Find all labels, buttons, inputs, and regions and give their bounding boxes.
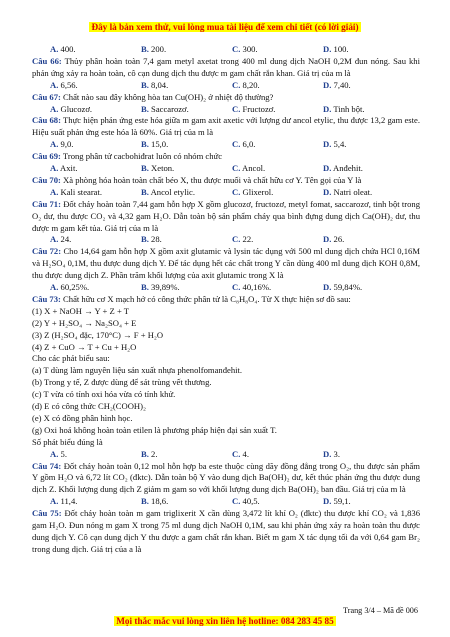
question-text: Chất nào sau đây không hòa tan Cu(OH)₂ ở nhiệt độ thường? [63, 91, 274, 102]
statement-line: Số phát biểu đúng là [32, 436, 103, 447]
question [32, 151, 420, 163]
option-b [123, 282, 214, 294]
option-letter: B. [141, 448, 149, 459]
statement-line: (b) Trong y tế, Z được dùng để sát trùng vết thương. [32, 377, 212, 388]
option-letter: C. [232, 79, 241, 90]
question-label: Câu 75: [32, 508, 62, 519]
option-c [214, 139, 305, 151]
question-text: Cho 14,64 gam hỗn hợp X gồm axit glutamic và lysin tác dụng với 500 ml dung dịch chứa HCl 0,16M và H₂SO₄ 0,1M, thu được dung dịch Y. Để tác dụng hết các chất trong Y cần dùng 400 ml dung dịch KOH 0,8M, thu được dung dịch Z. Phần trăm khối lượng của axit glutamic trong X là [32, 246, 420, 281]
option-value: 2. [151, 448, 158, 459]
option-value: Anđehit. [333, 163, 363, 173]
option-b [123, 234, 214, 246]
hotline-banner [0, 616, 450, 626]
option-c [214, 234, 305, 246]
option-b [123, 104, 214, 116]
question-label: Câu 70: [32, 174, 61, 185]
option-letter: B. [141, 496, 149, 507]
option-a [32, 80, 123, 92]
option-a [32, 234, 123, 246]
answer-options [32, 44, 420, 56]
option-d [305, 80, 396, 92]
option-d: D. 100. [323, 44, 349, 54]
statement-line: (2) Y + H₂SO₄ → Na₂SO₄ + E [32, 317, 137, 328]
answer-options [32, 282, 420, 294]
option-letter: D. [323, 186, 332, 197]
option-c [214, 449, 305, 461]
option-c [214, 104, 305, 116]
question-text: Đốt cháy hoàn toàn 7,44 gam hỗn hợp X gồm glucozơ, fructozơ, metyl fomat, saccarozơ, tinh bột trong O₂ dư, thu được CO₂ và 4,32 gam H₂O. Dẫn toàn bộ sản phẩm cháy qua bình đựng dung dịch Ca(OH)₂ dư, thu được m gam kết tủa. Giá trị của m là [32, 198, 420, 233]
option-value: 15,0. [151, 139, 169, 150]
question [32, 175, 420, 187]
statement-line: Cho các phát biểu sau: [32, 353, 110, 364]
question [32, 56, 420, 80]
question [32, 115, 420, 139]
option-value: Fructozơ. [242, 103, 276, 114]
answer-options [32, 449, 420, 461]
option-value: 3. [333, 448, 340, 459]
option-value: 8,20. [242, 79, 260, 90]
option-value: 11,4. [60, 496, 78, 507]
question-label: Câu 66: [32, 55, 62, 66]
option-b: B. 200. [141, 44, 167, 54]
option-b [123, 449, 214, 461]
option-a [32, 187, 123, 199]
option-letter: D. [323, 234, 332, 245]
option-letter: B. [141, 186, 149, 197]
statement-line: (4) Z + CuO → T + Cu + H₂O [32, 341, 137, 352]
option-letter: A. [50, 234, 59, 245]
option-a [32, 104, 123, 116]
question-label: Câu 69: [32, 151, 61, 162]
page-footer: Trang 3/4 – Mã đề 006 [343, 606, 418, 615]
option-value: Kali stearat. [60, 186, 103, 197]
option-letter: B. [141, 163, 149, 173]
option-letter: A. [50, 448, 59, 459]
option-value: Ancol etylic. [150, 186, 195, 197]
question [32, 92, 420, 104]
option-letter: D. [323, 448, 332, 459]
option-value: 6,56. [60, 79, 78, 90]
option-c: C. 300. [232, 44, 258, 54]
option-d [305, 234, 396, 246]
option-value: 24. [60, 234, 72, 245]
option-value: 5. [60, 448, 67, 459]
option-letter: D. [323, 139, 332, 150]
statement-line: (c) T vừa có tính oxi hóa vừa có tính khử. [32, 389, 176, 400]
option-d [305, 139, 396, 151]
option-value: Glixerol. [242, 186, 274, 197]
option-b [123, 163, 214, 175]
option-value: Axit. [60, 163, 78, 173]
question-label: Câu 68: [32, 115, 61, 126]
option-a: A. 400. [50, 44, 76, 54]
question-text: Đốt cháy hoàn toàn m gam triglixerit X cần dùng 3,472 lít khí O₂ (đktc) thu được khí CO₂ và 1,836 gam H₂O. Đun nóng m gam X trong 75 ml dung dịch NaOH 0,1M, sau khi phản ứng xảy ra hoàn toàn thu được dung dịch Y. Cô cạn dung dịch Y thu được a gam chất rắn khan. Biết m gam X tác dụng tối đa với 0,64 gam Br₂ trong dung dịch. Giá trị của a là [32, 508, 420, 554]
option-d [305, 282, 396, 294]
question-label: Câu 71: [32, 198, 61, 209]
question [32, 461, 420, 497]
option-b [123, 496, 214, 508]
option-value: 40,5. [242, 496, 260, 507]
option-b [123, 80, 214, 92]
answer-options [32, 234, 420, 246]
option-value: 5,4. [333, 139, 347, 150]
question-label: Câu 73: [32, 293, 61, 304]
question [32, 199, 420, 235]
option-value: 8,04. [151, 79, 169, 90]
question [32, 294, 420, 306]
option-letter: C. [232, 448, 241, 459]
option-letter: B. [141, 234, 149, 245]
question-label: Câu 72: [32, 246, 62, 257]
option-c [214, 187, 305, 199]
answer-options [32, 139, 420, 151]
statement-line: (3) Z (H₂SO₄ đặc, 170°C) → F + H₂O [32, 329, 164, 340]
option-letter: B. [141, 282, 149, 293]
option-a [32, 282, 123, 294]
question-text: Chất hữu cơ X mạch hở có công thức phân tử là C₈H₈O₄. Từ X thực hiện sơ đồ sau: [63, 293, 351, 304]
statement-line: (a) T dùng làm nguyên liệu sản xuất nhựa phenolfomanđehit. [32, 365, 243, 376]
question-text: Trong phân tử cacbohiđrat luôn có nhóm chức [62, 151, 223, 162]
hotline-banner-text: Mọi thắc mắc vui lòng xin liên hệ hotline: 084 283 45 85 [116, 616, 334, 626]
option-letter: C. [232, 163, 241, 173]
question [32, 246, 420, 282]
option-d [305, 449, 396, 461]
option-c [214, 282, 305, 294]
option-letter: A. [50, 139, 59, 150]
option-letter: A. [50, 163, 59, 173]
answer-options [32, 187, 420, 199]
statement-line: (e) X có đồng phân hình học. [32, 412, 133, 423]
option-c [214, 80, 305, 92]
option-letter: C. [232, 234, 241, 245]
question [32, 508, 420, 556]
statement-line: (d) E có công thức CH₂(COOH)₂ [32, 401, 146, 412]
statement-line: (1) X + NaOH → Y + Z + T [32, 305, 130, 316]
option-a [32, 496, 123, 508]
option-letter: D. [323, 282, 332, 293]
question-text: Xà phòng hóa hoàn toàn chất béo X, thu được muối và chất hữu cơ Y. Tên gọi của Y là [63, 174, 362, 185]
option-value: Natri oleat. [333, 186, 373, 197]
option-letter: B. [141, 103, 149, 114]
option-letter: A. [50, 496, 59, 507]
option-c [214, 496, 305, 508]
option-value: 9,0. [60, 139, 74, 150]
question-label: Câu 67: [32, 91, 61, 102]
option-letter: A. [50, 103, 59, 114]
option-letter: D. [323, 496, 332, 507]
option-d [305, 496, 396, 508]
option-value: Tinh bột. [333, 103, 365, 114]
option-letter: C. [232, 139, 241, 150]
option-value: 28. [151, 234, 162, 245]
answer-options [32, 163, 420, 175]
answer-options [32, 104, 420, 116]
option-letter: A. [50, 79, 59, 90]
option-a [32, 163, 123, 175]
preview-banner [0, 22, 450, 32]
option-value: Saccarozơ. [151, 103, 189, 114]
option-d [305, 104, 396, 116]
option-value: 59,1. [333, 496, 351, 507]
option-a [32, 139, 123, 151]
option-c [214, 163, 305, 175]
option-letter: C. [232, 186, 241, 197]
option-value: 18,6. [151, 496, 169, 507]
option-letter: A. [50, 186, 59, 197]
option-value: 4. [242, 448, 249, 459]
answer-options [32, 496, 420, 508]
option-d [305, 163, 396, 175]
option-a [32, 449, 123, 461]
option-value: 39,89%. [151, 282, 180, 293]
option-value: Glucozơ. [60, 103, 93, 114]
option-value: 6,0. [242, 139, 256, 150]
preview-banner-text: Đây là bản xem thử, vui lòng mua tài liệu để xem chi tiết (có lời giải) [91, 22, 359, 32]
option-letter: C. [232, 103, 241, 114]
option-letter: C. [232, 496, 241, 507]
option-b [123, 139, 214, 151]
option-d [305, 187, 396, 199]
question-text: Thủy phân hoàn toàn 7,4 gam metyl axetat trong 400 ml dung dịch NaOH 0,2M đun nóng. Sau khi phản ứng xảy ra hoàn toàn, cô cạn dung dịch thu được m gam chất rắn khan. Giá trị của m là [32, 55, 420, 78]
option-letter: D. [323, 163, 332, 173]
option-b [123, 187, 214, 199]
answer-options [32, 80, 420, 92]
option-value: Ancol. [242, 163, 266, 173]
option-value: 60,25%. [60, 282, 90, 293]
option-letter: A. [50, 282, 59, 293]
option-letter: B. [141, 79, 149, 90]
option-letter: D. [323, 103, 332, 114]
option-letter: D. [323, 79, 332, 90]
option-letter: B. [141, 139, 149, 150]
statement-line: (g) Oxi hoá không hoàn toàn etilen là phương pháp hiện đại sản xuất T. [32, 424, 277, 435]
option-value: 26. [333, 234, 345, 245]
question-text: Thực hiện phản ứng este hóa giữa m gam axit axetic với lượng dư ancol etylic, thu được 13,2 gam este. Hiệu suất phản ứng este hóa là 60%. Giá trị của m là [32, 115, 420, 138]
question-list [32, 44, 420, 556]
option-value: 7,40. [333, 79, 351, 90]
question-text: Đốt cháy hoàn toàn 0,12 mol hỗn hợp ba este thuộc cùng dãy đồng đẳng trong O₂, thu được sản phẩm Y gồm H₂O và 6,72 lít CO₂ (đktc). Dẫn toàn bộ Y vào dung dịch Ba(OH)₂ dư, kết thúc phản ứng thu được dung dịch Z. Khối lượng dung dịch Z giảm m gam so với khối lượng dung dịch Ba(OH)₂ ban đầu. Giá trị của m là [32, 460, 420, 495]
option-value: 22. [242, 234, 254, 245]
option-value: 40,16%. [242, 282, 272, 293]
option-letter: C. [232, 282, 241, 293]
option-value: Xeton. [151, 163, 175, 173]
question-label: Câu 74: [32, 460, 62, 471]
option-value: 59,84%. [333, 282, 363, 293]
